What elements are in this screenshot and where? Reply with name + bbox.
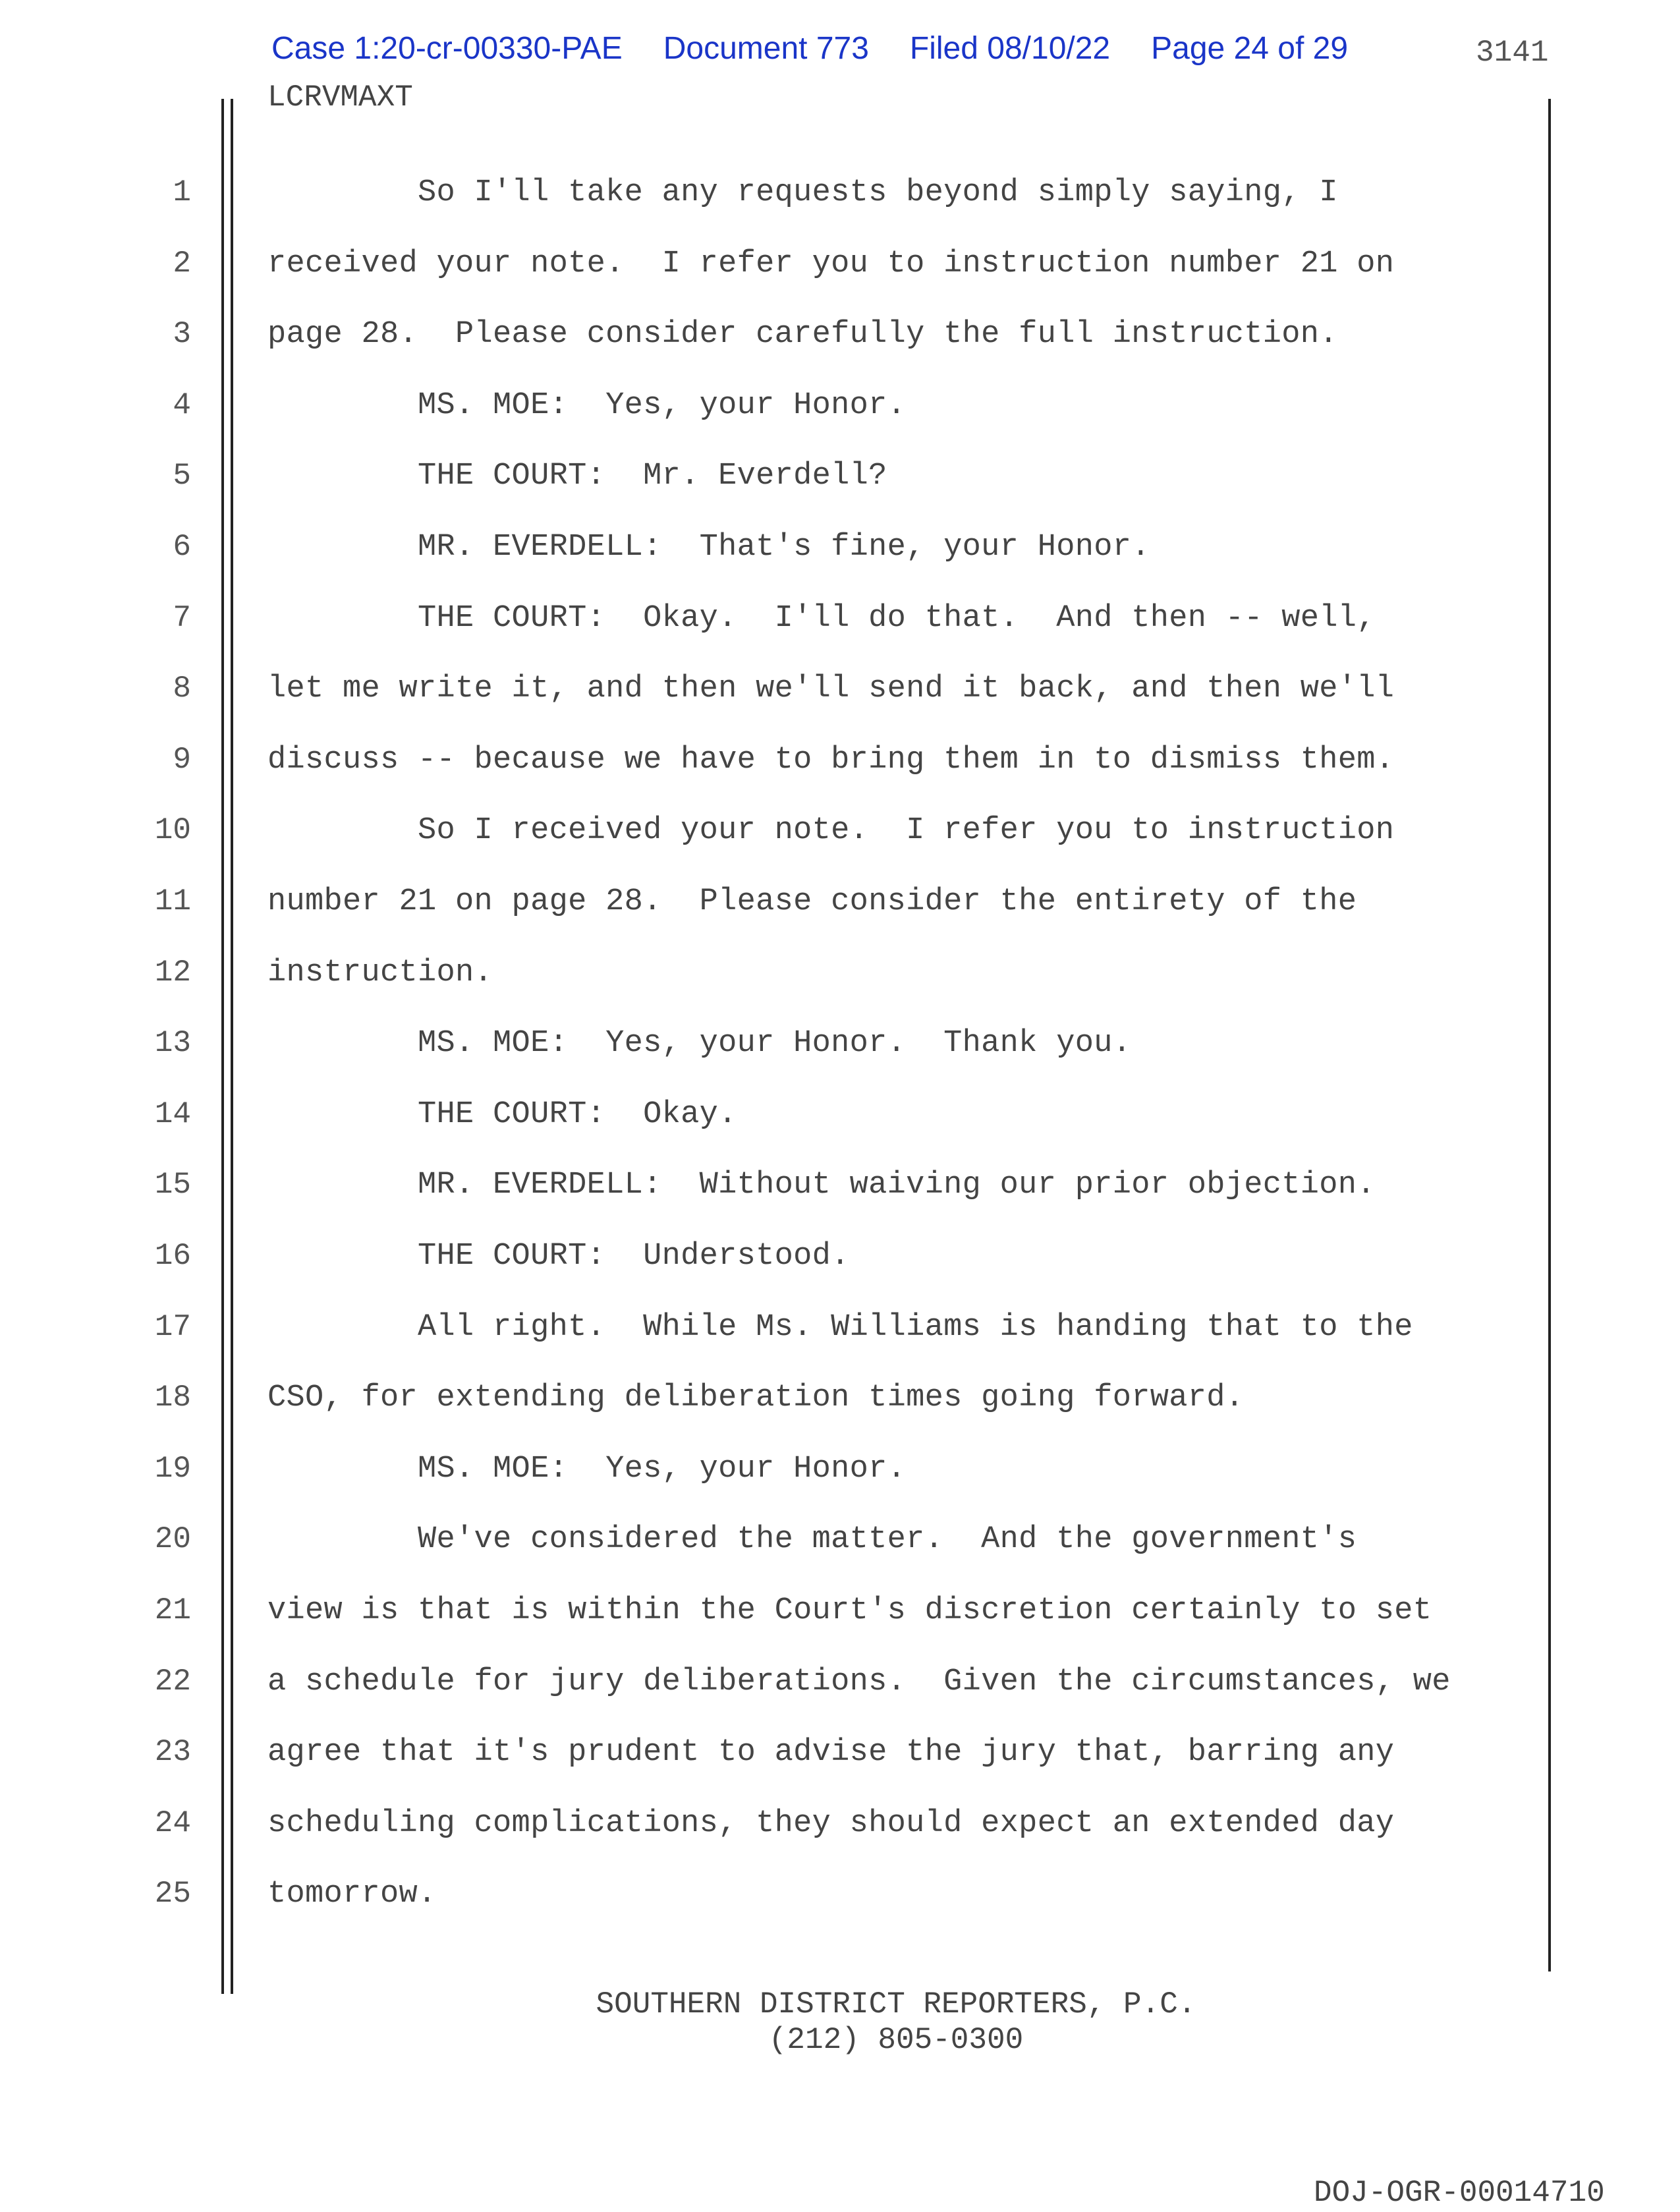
line-number: 18	[154, 1380, 191, 1415]
line-number: 17	[154, 1310, 191, 1344]
line-number: 2	[173, 246, 191, 281]
transcript-line: instruction.	[267, 955, 493, 990]
transcript-line: We've considered the matter. And the government's	[267, 1522, 1357, 1557]
page-of-total: Page 24 of 29	[1151, 31, 1349, 66]
line-number: 10	[154, 813, 191, 847]
transcript-line: tomorrow.	[267, 1877, 437, 1912]
filed-date: Filed 08/10/22	[909, 31, 1111, 66]
filing-stamp	[271, 30, 1389, 67]
line-number: 4	[173, 388, 191, 422]
line-number: 23	[154, 1735, 191, 1769]
transcript-line: received your note. I refer you to instruction number 21 on	[267, 246, 1395, 281]
transcript-line: CSO, for extending deliberation times going forward.	[267, 1380, 1245, 1415]
transcript-line: discuss -- because we have to bring them in to dismiss them.	[267, 743, 1395, 778]
transcript-line: scheduling complications, they should expect an extended day	[267, 1806, 1395, 1841]
line-number: 25	[154, 1877, 191, 1911]
line-number: 13	[154, 1026, 191, 1060]
transcript-line: THE COURT: Mr. Everdell?	[267, 459, 887, 494]
transcript-line: So I'll take any requests beyond simply saying, I	[267, 175, 1338, 210]
transcript-line: page 28. Please consider carefully the full instruction.	[267, 317, 1338, 352]
transcript-line: So I received your note. I refer you to instruction	[267, 813, 1395, 848]
right-margin-rule	[1548, 99, 1551, 1971]
transcript-line: a schedule for jury deliberations. Given the circumstances, we	[267, 1664, 1451, 1699]
line-number: 24	[154, 1806, 191, 1840]
line-number: 11	[154, 884, 191, 919]
transcript-line: MS. MOE: Yes, your Honor.	[267, 388, 907, 423]
transcript-line: view is that is within the Court's discretion certainly to set	[267, 1593, 1432, 1628]
reporter-name: SOUTHERN DISTRICT REPORTERS, P.C.	[596, 1987, 1196, 2022]
left-margin-rule-outer	[221, 99, 224, 1994]
line-number: 14	[154, 1097, 191, 1131]
line-number: 12	[154, 955, 191, 990]
line-number: 8	[173, 671, 191, 706]
transcript-line: THE COURT: Okay.	[267, 1097, 737, 1132]
line-number: 9	[173, 743, 191, 777]
line-number: 3	[173, 317, 191, 351]
transcript-line: agree that it's prudent to advise the jury that, barring any	[267, 1735, 1395, 1770]
case-number: Case 1:20-cr-00330-PAE	[271, 31, 623, 66]
bates-number: DOJ-OGR-00014710	[1314, 2176, 1605, 2210]
line-number: 22	[154, 1664, 191, 1699]
line-number: 19	[154, 1452, 191, 1486]
transcript-line: MR. EVERDELL: Without waiving our prior objection.	[267, 1168, 1376, 1203]
transcript-line: MR. EVERDELL: That's fine, your Honor.	[267, 530, 1150, 565]
transcript-line: MS. MOE: Yes, your Honor.	[267, 1452, 907, 1487]
transcript-line: number 21 on page 28. Please consider the entirety of the	[267, 884, 1357, 919]
line-number: 16	[154, 1239, 191, 1273]
line-number: 6	[173, 530, 191, 564]
left-margin-rule-inner	[231, 99, 233, 1994]
transcript-line: THE COURT: Understood.	[267, 1239, 850, 1274]
line-number: 7	[173, 601, 191, 635]
transcript-line: THE COURT: Okay. I'll do that. And then -- well,	[267, 601, 1376, 636]
reporter-phone: (212) 805-0300	[768, 2023, 1024, 2057]
transcript-line: All right. While Ms. Williams is handing that to the	[267, 1310, 1413, 1345]
document-number: Document 773	[663, 31, 869, 66]
transcript-line: MS. MOE: Yes, your Honor. Thank you.	[267, 1026, 1132, 1061]
transcript-line: let me write it, and then we'll send it back, and then we'll	[267, 671, 1395, 706]
header-code: LCRVMAXT	[267, 80, 413, 115]
line-number: 15	[154, 1168, 191, 1202]
transcript-page-number: 3141	[1476, 36, 1549, 70]
line-number: 1	[173, 175, 191, 210]
line-number: 21	[154, 1593, 191, 1628]
line-number: 5	[173, 459, 191, 493]
line-number: 20	[154, 1522, 191, 1556]
